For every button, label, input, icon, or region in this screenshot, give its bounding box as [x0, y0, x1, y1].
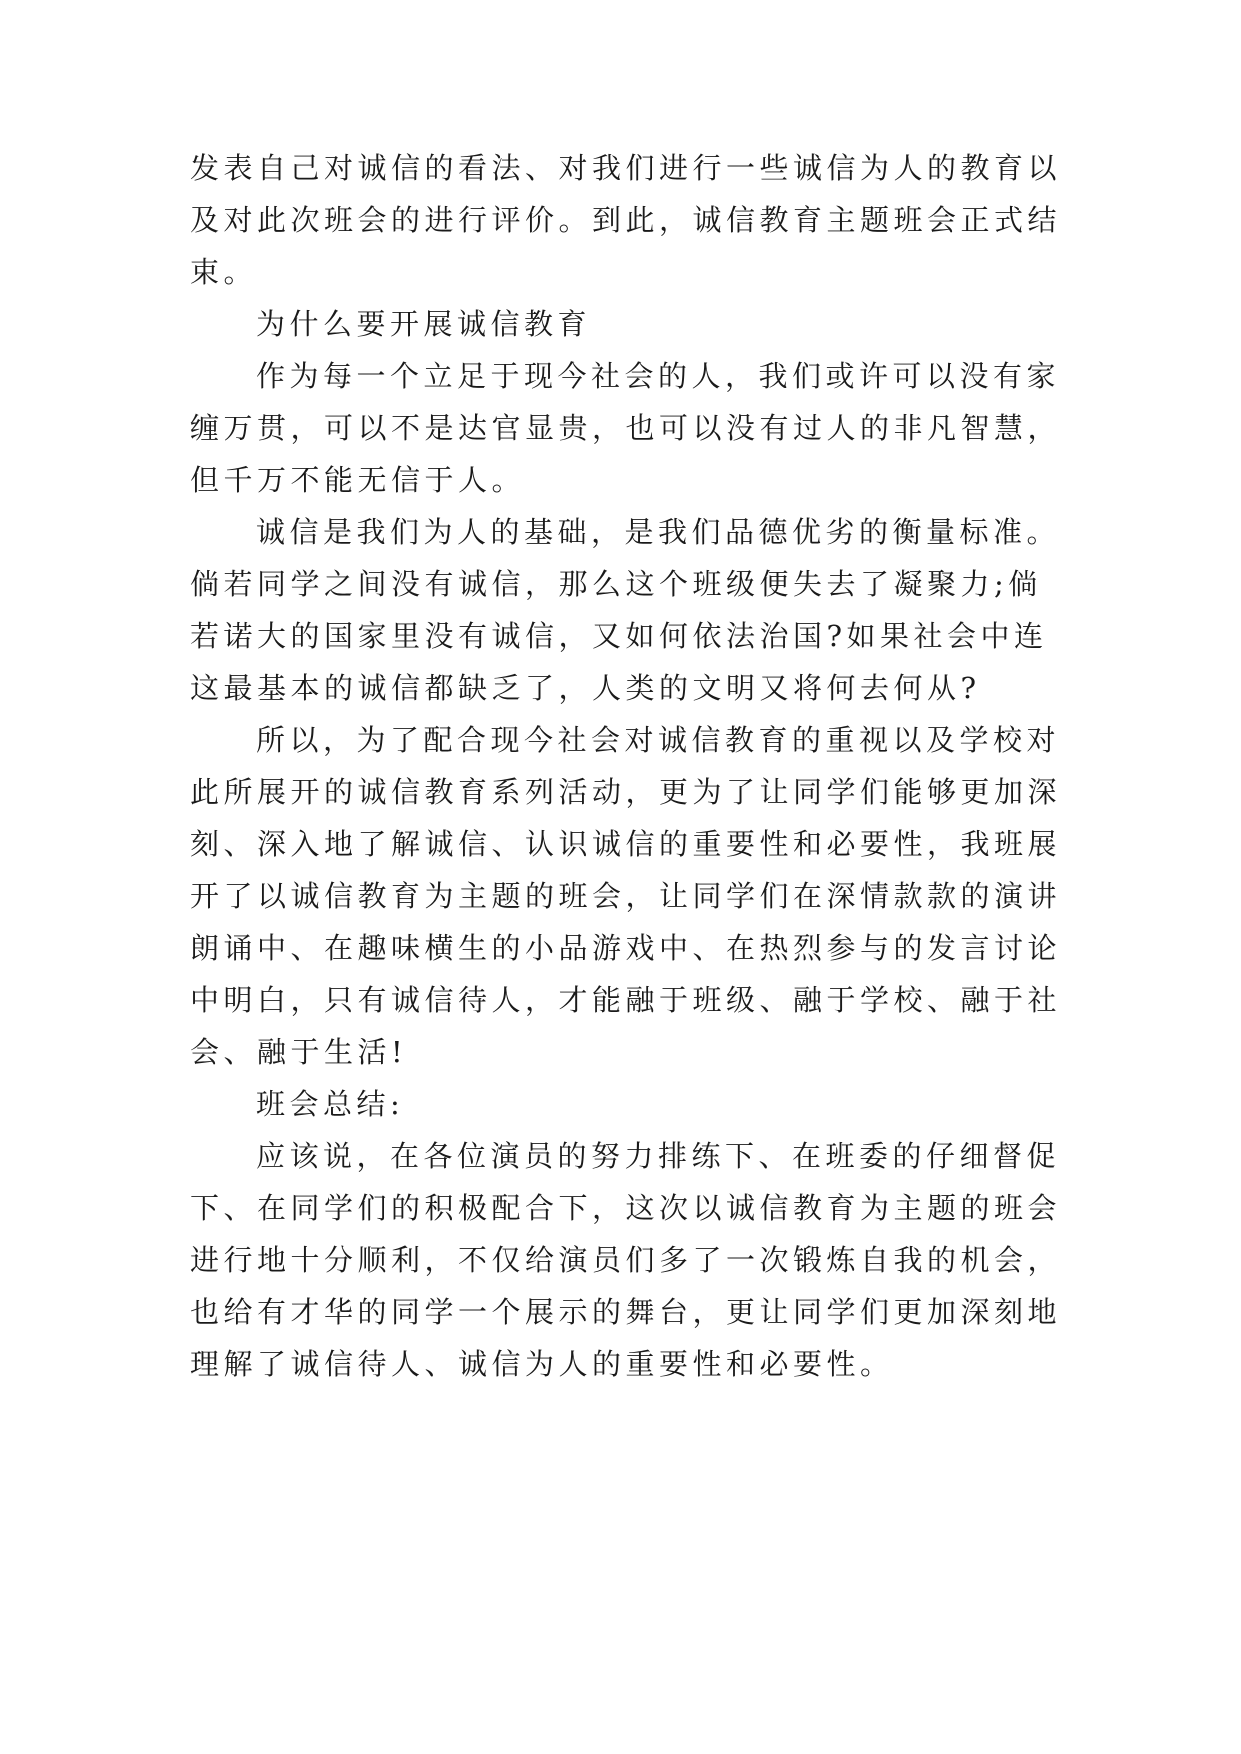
paragraph-line: 开了以诚信教育为主题的班会，让同学们在深情款款的演讲 — [190, 879, 1062, 913]
paragraph-line: 倘若同学之间没有诚信，那么这个班级便失去了凝聚力;倘 — [190, 567, 1042, 601]
paragraph-line: 发表自己对诚信的看法、对我们进行一些诚信为人的教育以 — [190, 151, 1062, 185]
paragraph-line: 但千万不能无信于人。 — [190, 463, 526, 497]
paragraph-line: 这最基本的诚信都缺乏了，人类的文明又将何去何从? — [190, 671, 981, 705]
paragraph-line: 会、融于生活! — [190, 1035, 408, 1069]
paragraph-line: 刻、深入地了解诚信、认识诚信的重要性和必要性，我班展 — [190, 827, 1062, 861]
paragraph-line: 及对此次班会的进行评价。到此，诚信教育主题班会正式结 — [190, 203, 1062, 237]
paragraph-line: 朗诵中、在趣味横生的小品游戏中、在热烈参与的发言讨论 — [190, 931, 1062, 965]
paragraph-line: 所以，为了配合现今社会对诚信教育的重视以及学校对 — [256, 723, 1061, 757]
paragraph-line: 下、在同学们的积极配合下，这次以诚信教育为主题的班会 — [190, 1191, 1062, 1225]
section-heading: 班会总结: — [256, 1087, 405, 1121]
paragraph-line: 理解了诚信待人、诚信为人的重要性和必要性。 — [190, 1347, 894, 1381]
section-heading: 为什么要开展诚信教育 — [256, 307, 592, 341]
paragraph-line: 缠万贯，可以不是达官显贵，也可以没有过人的非凡智慧， — [190, 411, 1062, 445]
paragraph-line: 诚信是我们为人的基础，是我们品德优劣的衡量标准。 — [256, 515, 1061, 549]
paragraph-line: 若诺大的国家里没有诚信，又如何依法治国?如果社会中连 — [190, 619, 1048, 653]
paragraph-line: 进行地十分顺利，不仅给演员们多了一次锻炼自我的机会， — [190, 1243, 1062, 1277]
paragraph-line: 应该说，在各位演员的努力排练下、在班委的仔细督促 — [256, 1139, 1061, 1173]
paragraph-line: 中明白，只有诚信待人，才能融于班级、融于学校、融于社 — [190, 983, 1062, 1017]
paragraph-line: 此所展开的诚信教育系列活动，更为了让同学们能够更加深 — [190, 775, 1062, 809]
paragraph-line: 束。 — [190, 255, 258, 289]
paragraph-line: 作为每一个立足于现今社会的人，我们或许可以没有家 — [256, 359, 1061, 393]
paragraph-line: 也给有才华的同学一个展示的舞台，更让同学们更加深刻地 — [190, 1295, 1062, 1329]
